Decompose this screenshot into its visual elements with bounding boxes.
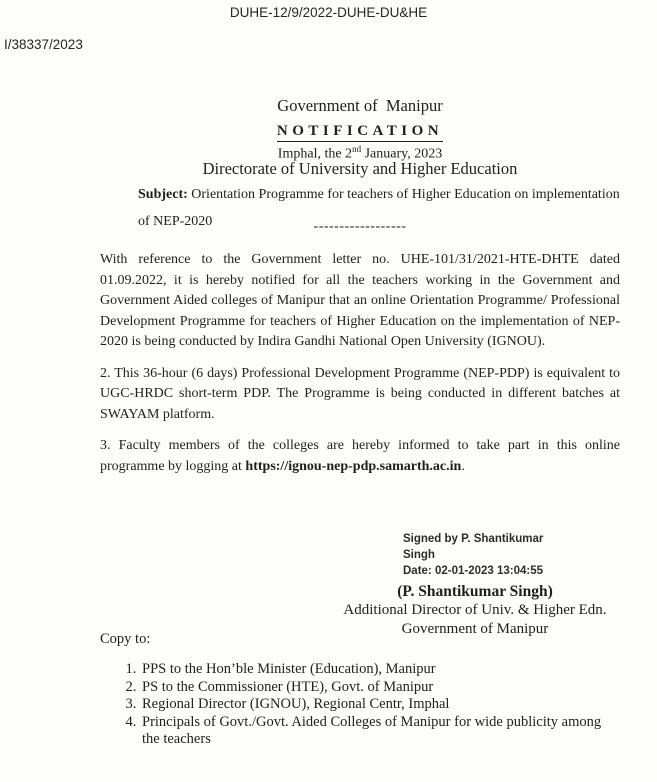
copy-to-item: 4. Principals of Govt./Govt. Aided Colleges of Manipur for wide publicity among the teachers (140, 714, 620, 749)
digital-signature-line-1: Signed by P. Shantikumar (403, 533, 544, 545)
portal-url: https://ignou-nep-pdp.samarth.ac.in (245, 458, 462, 474)
paragraph-3 (100, 436, 620, 477)
signatory-organization: Government of Manipur (401, 621, 549, 637)
copy-to-item: 1. PPS to the Hon’ble Minister (Education), Manipur (140, 661, 620, 679)
reference-number: I/38337/2023 (4, 37, 83, 52)
copy-to-list (100, 661, 620, 749)
subject-line (138, 181, 633, 235)
digital-signature-line-2: Singh (403, 549, 435, 561)
notification-title: NOTIFICATION (277, 123, 443, 142)
signatory-designation: Additional Director of Univ. & Higher Edn. (343, 602, 607, 618)
signature-block (330, 531, 620, 639)
date-suffix: January, 2023 (361, 146, 443, 162)
notification-title-block (100, 122, 620, 163)
signatory-name: (P. Shantikumar Singh) (397, 583, 553, 600)
copy-to-item: 2. PS to the Commissioner (HTE), Govt. of Manipur (140, 679, 620, 697)
date-prefix: Imphal, the 2 (277, 146, 353, 162)
copy-to-label: Copy to: (100, 631, 151, 647)
letterhead (100, 53, 620, 274)
copy-to-section (100, 631, 620, 749)
file-number: DUHE-12/9/2022-DUHE-DU&HE (229, 5, 428, 20)
paragraph-2: 2. This 36-hour (6 days) Professional Development Programme (NEP-PDP) is equivalent to UGC-HRDC short-term PDP. The Programme is being conducted in different batches at SWAYAM platform. (100, 365, 620, 422)
subject-text: Orientation Programme for teachers of Higher Education on implementation of NEP-2020 (138, 187, 620, 229)
digital-signature-stamp (403, 531, 620, 579)
body-text (100, 250, 620, 488)
digital-signature-line-3: Date: 02-01-2023 13:04:55 (403, 565, 544, 577)
subject-label: Subject: (138, 187, 188, 202)
place-and-date (100, 144, 620, 163)
paragraph-1: With reference to the Government letter no. UHE-101/31/2021-HTE-DHTE dated 01.09.2022, it is hereby notified for all the teachers working in the Government and Government Aided colleges of Manipur that an online Orientation Programme/ Professional Development Programme for teachers of Higher Education on the implementation of NEP-2020 is being conducted by Indira Gandhi National Open University (IGNOU). (100, 252, 620, 349)
paragraph-3-text: 3. Faculty members of the colleges are hereby informed to take part in this online programme by logging at (100, 438, 620, 474)
copy-to-item: 3. Regional Director (IGNOU), Regional Centr, Imphal (140, 696, 620, 714)
date-ordinal: nd (352, 144, 362, 154)
letterhead-divider: ------------------ (313, 219, 407, 234)
government-name: Government of Manipur (277, 96, 443, 115)
directorate-name: Directorate of University and Higher Education (202, 159, 518, 178)
paragraph-3-period: . (461, 458, 465, 474)
